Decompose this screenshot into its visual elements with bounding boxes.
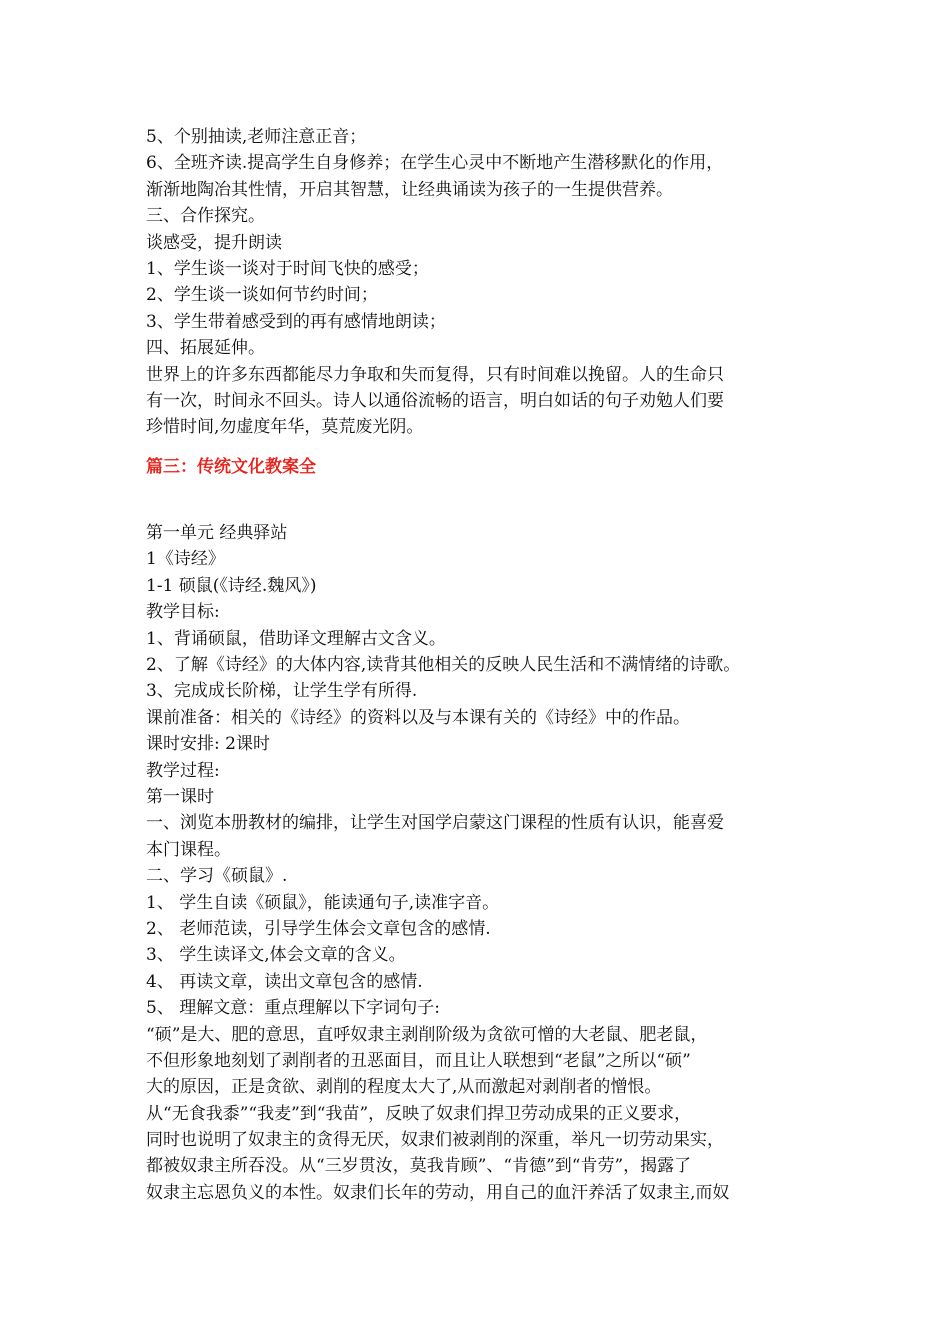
text-line: 大的原因，正是贪欲、剥削的程度太大了,从而激起对剥削者的憎恨。 <box>146 1077 662 1098</box>
text-line: 不但形象地刻划了剥削者的丑恶面目，而且让人联想到“老鼠”之所以“硕” <box>146 1050 691 1071</box>
text-line: 1、背诵硕鼠，借助译文理解古文含义。 <box>146 628 446 649</box>
text-line: 珍惜时间,勿虚度年华，莫荒废光阴。 <box>146 417 424 438</box>
text-line: “硕”是大、肥的意思，直呼奴隶主剥削阶级为贪欲可憎的大老鼠、肥老鼠， <box>146 1024 708 1045</box>
text-line: 二、学习《硕鼠》. <box>146 866 288 887</box>
text-line: 3、 学生读译文,体会文章的含义。 <box>146 945 406 966</box>
text-line: 5、 理解文意：重点理解以下字词句子: <box>146 998 440 1019</box>
section-continued-text <box>146 124 826 441</box>
text-line: 1《诗经》 <box>146 549 225 570</box>
text-line: 1-1 硕鼠(《诗经.魏风》) <box>146 575 317 596</box>
text-line: 1、 学生自读《硕鼠》，能读通句子,读准字音。 <box>146 892 500 913</box>
text-line: 一、浏览本册教材的编排，让学生对国学启蒙这门课程的性质有认识，能喜爱 <box>146 813 724 834</box>
text-line: 2、了解《诗经》的大体内容,读背其他相关的反映人民生活和不满情绪的诗歌。 <box>146 655 741 676</box>
text-line: 3、学生带着感受到的再有感情地朗读； <box>146 311 446 332</box>
text-line: 世界上的许多东西都能尽力争取和失而复得，只有时间难以挽留。人的生命只 <box>146 364 724 385</box>
text-line: 2、学生谈一谈如何节约时间； <box>146 285 378 306</box>
text-line: 1、学生谈一谈对于时间飞快的感受； <box>146 258 429 279</box>
text-line: 2、 老师范读，引导学生体会文章包含的感情. <box>146 918 491 939</box>
text-line: 第一课时 <box>146 787 214 807</box>
text-line: 5、个别抽读,老师注意正音； <box>146 127 367 147</box>
text-line: 三、合作探究。 <box>146 206 265 227</box>
text-line: 教学目标: <box>146 602 220 623</box>
text-line: 从“无食我黍”“我麦”到“我苗”，反映了奴隶们捍卫劳动成果的正义要求， <box>146 1103 692 1124</box>
text-line: 本门课程。 <box>146 839 231 860</box>
section-lesson-plan <box>146 520 826 1206</box>
text-line: 4、 再读文章，读出文章包含的感情. <box>146 971 423 992</box>
text-line: 第一单元 经典驿站 <box>146 523 288 544</box>
text-line: 奴隶主忘恩负义的本性。奴隶们长年的劳动，用自己的血汗养活了奴隶主,而奴 <box>146 1182 730 1203</box>
text-line: 四、拓展延伸。 <box>146 338 265 359</box>
section-heading: 篇三：传统文化教案全 <box>146 456 316 477</box>
text-line: 都被奴隶主所吞没。从“三岁贯汝，莫我肯顾”、“肯德”到“肯劳”，揭露了 <box>146 1156 692 1177</box>
text-line: 渐渐地陶冶其性情，开启其智慧，让经典诵读为孩子的一生提供营养。 <box>146 179 673 200</box>
document-content <box>146 124 826 1206</box>
text-line: 同时也说明了奴隶主的贪得无厌，奴隶们被剥削的深重，举凡一切劳动果实， <box>146 1130 724 1151</box>
text-line: 课时安排: 2课时 <box>146 734 270 755</box>
text-line: 教学过程: <box>146 760 220 781</box>
text-line: 6、全班齐读.提高学生自身修养；在学生心灵中不断地产生潜移默化的作用， <box>146 153 724 174</box>
text-line: 有一次，时间永不回头。诗人以通俗流畅的语言，明白如话的句子劝勉人们要 <box>146 390 724 411</box>
text-line: 课前准备：相关的《诗经》的资料以及与本课有关的《诗经》中的作品。 <box>146 707 690 728</box>
text-line: 3、完成成长阶梯，让学生学有所得. <box>146 681 418 702</box>
text-line: 谈感受，提升朗读 <box>146 232 282 253</box>
